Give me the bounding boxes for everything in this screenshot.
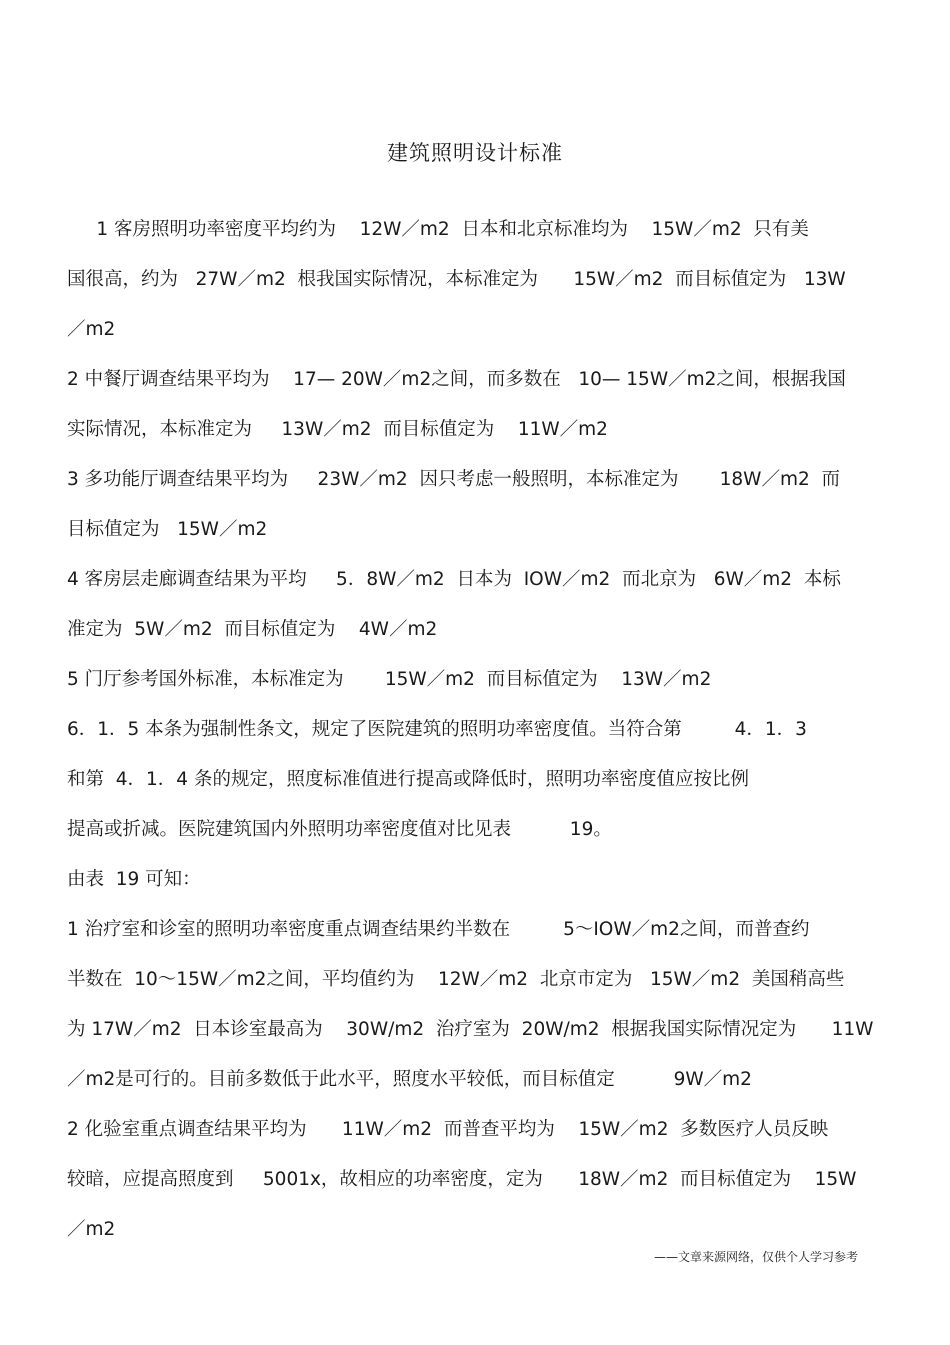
body-line: 2 中餐厅调查结果平均为 17— 20W／m2之间，而多数在 10— 15W／m2之间，根据我国 bbox=[67, 369, 846, 390]
body-line: 实际情况，本标准定为 13W／m2 而目标值定为 11W／m2 bbox=[67, 419, 608, 440]
body-line: 提高或折减。医院建筑国内外照明功率密度值对比见表 19。 bbox=[67, 819, 612, 840]
body-line: 5 门厅参考国外标准，本标准定为 15W／m2 而目标值定为 13W／m2 bbox=[67, 669, 712, 690]
body-line: ／m2 bbox=[67, 319, 116, 340]
body-line: 国很高，约为 27W／m2 根我国实际情况，本标准定为 15W／m2 而目标值定为 13W bbox=[67, 269, 846, 290]
document-title: 建筑照明设计标准 bbox=[387, 141, 563, 165]
body-line: ／m2是可行的。目前多数低于此水平，照度水平较低，而目标值定 9W／m2 bbox=[67, 1069, 752, 1090]
body-line: 较暗，应提高照度到 5001x，故相应的功率密度，定为 18W／m2 而目标值定为 15W bbox=[67, 1169, 857, 1190]
body-line: 3 多功能厅调查结果平均为 23W／m2 因只考虑一般照明，本标准定为 18W／m2 而 bbox=[67, 469, 840, 490]
body-line: 由表 19 可知： bbox=[67, 869, 201, 890]
body-line: 目标值定为 15W／m2 bbox=[67, 519, 268, 540]
body-line: 1 治疗室和诊室的照明功率密度重点调查结果约半数在 5～IOW／m2之间，而普查约 bbox=[67, 919, 810, 940]
body-line: 为 17W／m2 日本诊室最高为 30W/m2 治疗室为 20W/m2 根据我国实际情况定为 11W bbox=[67, 1019, 874, 1040]
body-line: 2 化验室重点调查结果平均为 11W／m2 而普查平均为 15W／m2 多数医疗人员反映 bbox=[67, 1119, 829, 1140]
body-line: 4 客房层走廊调查结果为平均 5．8W／m2 日本为 IOW／m2 而北京为 6W／m2 本标 bbox=[67, 569, 841, 590]
body-line: 半数在 10～15W／m2之间，平均值约为 12W／m2 北京市定为 15W／m2 美国稍高些 bbox=[67, 969, 845, 990]
body-line: 6．1．5 本条为强制性条文，规定了医院建筑的照明功率密度值。当符合第 4．1．3 bbox=[67, 719, 807, 740]
source-footer-note: ——文章来源网络，仅供个人学习参考 bbox=[653, 1250, 858, 1264]
body-line: 和第 4．1．4 条的规定，照度标准值进行提高或降低时，照明功率密度值应按比例 bbox=[67, 769, 749, 790]
body-line: 准定为 5W／m2 而目标值定为 4W／m2 bbox=[67, 619, 438, 640]
body-line: ／m2 bbox=[67, 1219, 116, 1240]
body-line: 1 客房照明功率密度平均约为 12W／m2 日本和北京标准均为 15W／m2 只有美 bbox=[67, 219, 809, 240]
